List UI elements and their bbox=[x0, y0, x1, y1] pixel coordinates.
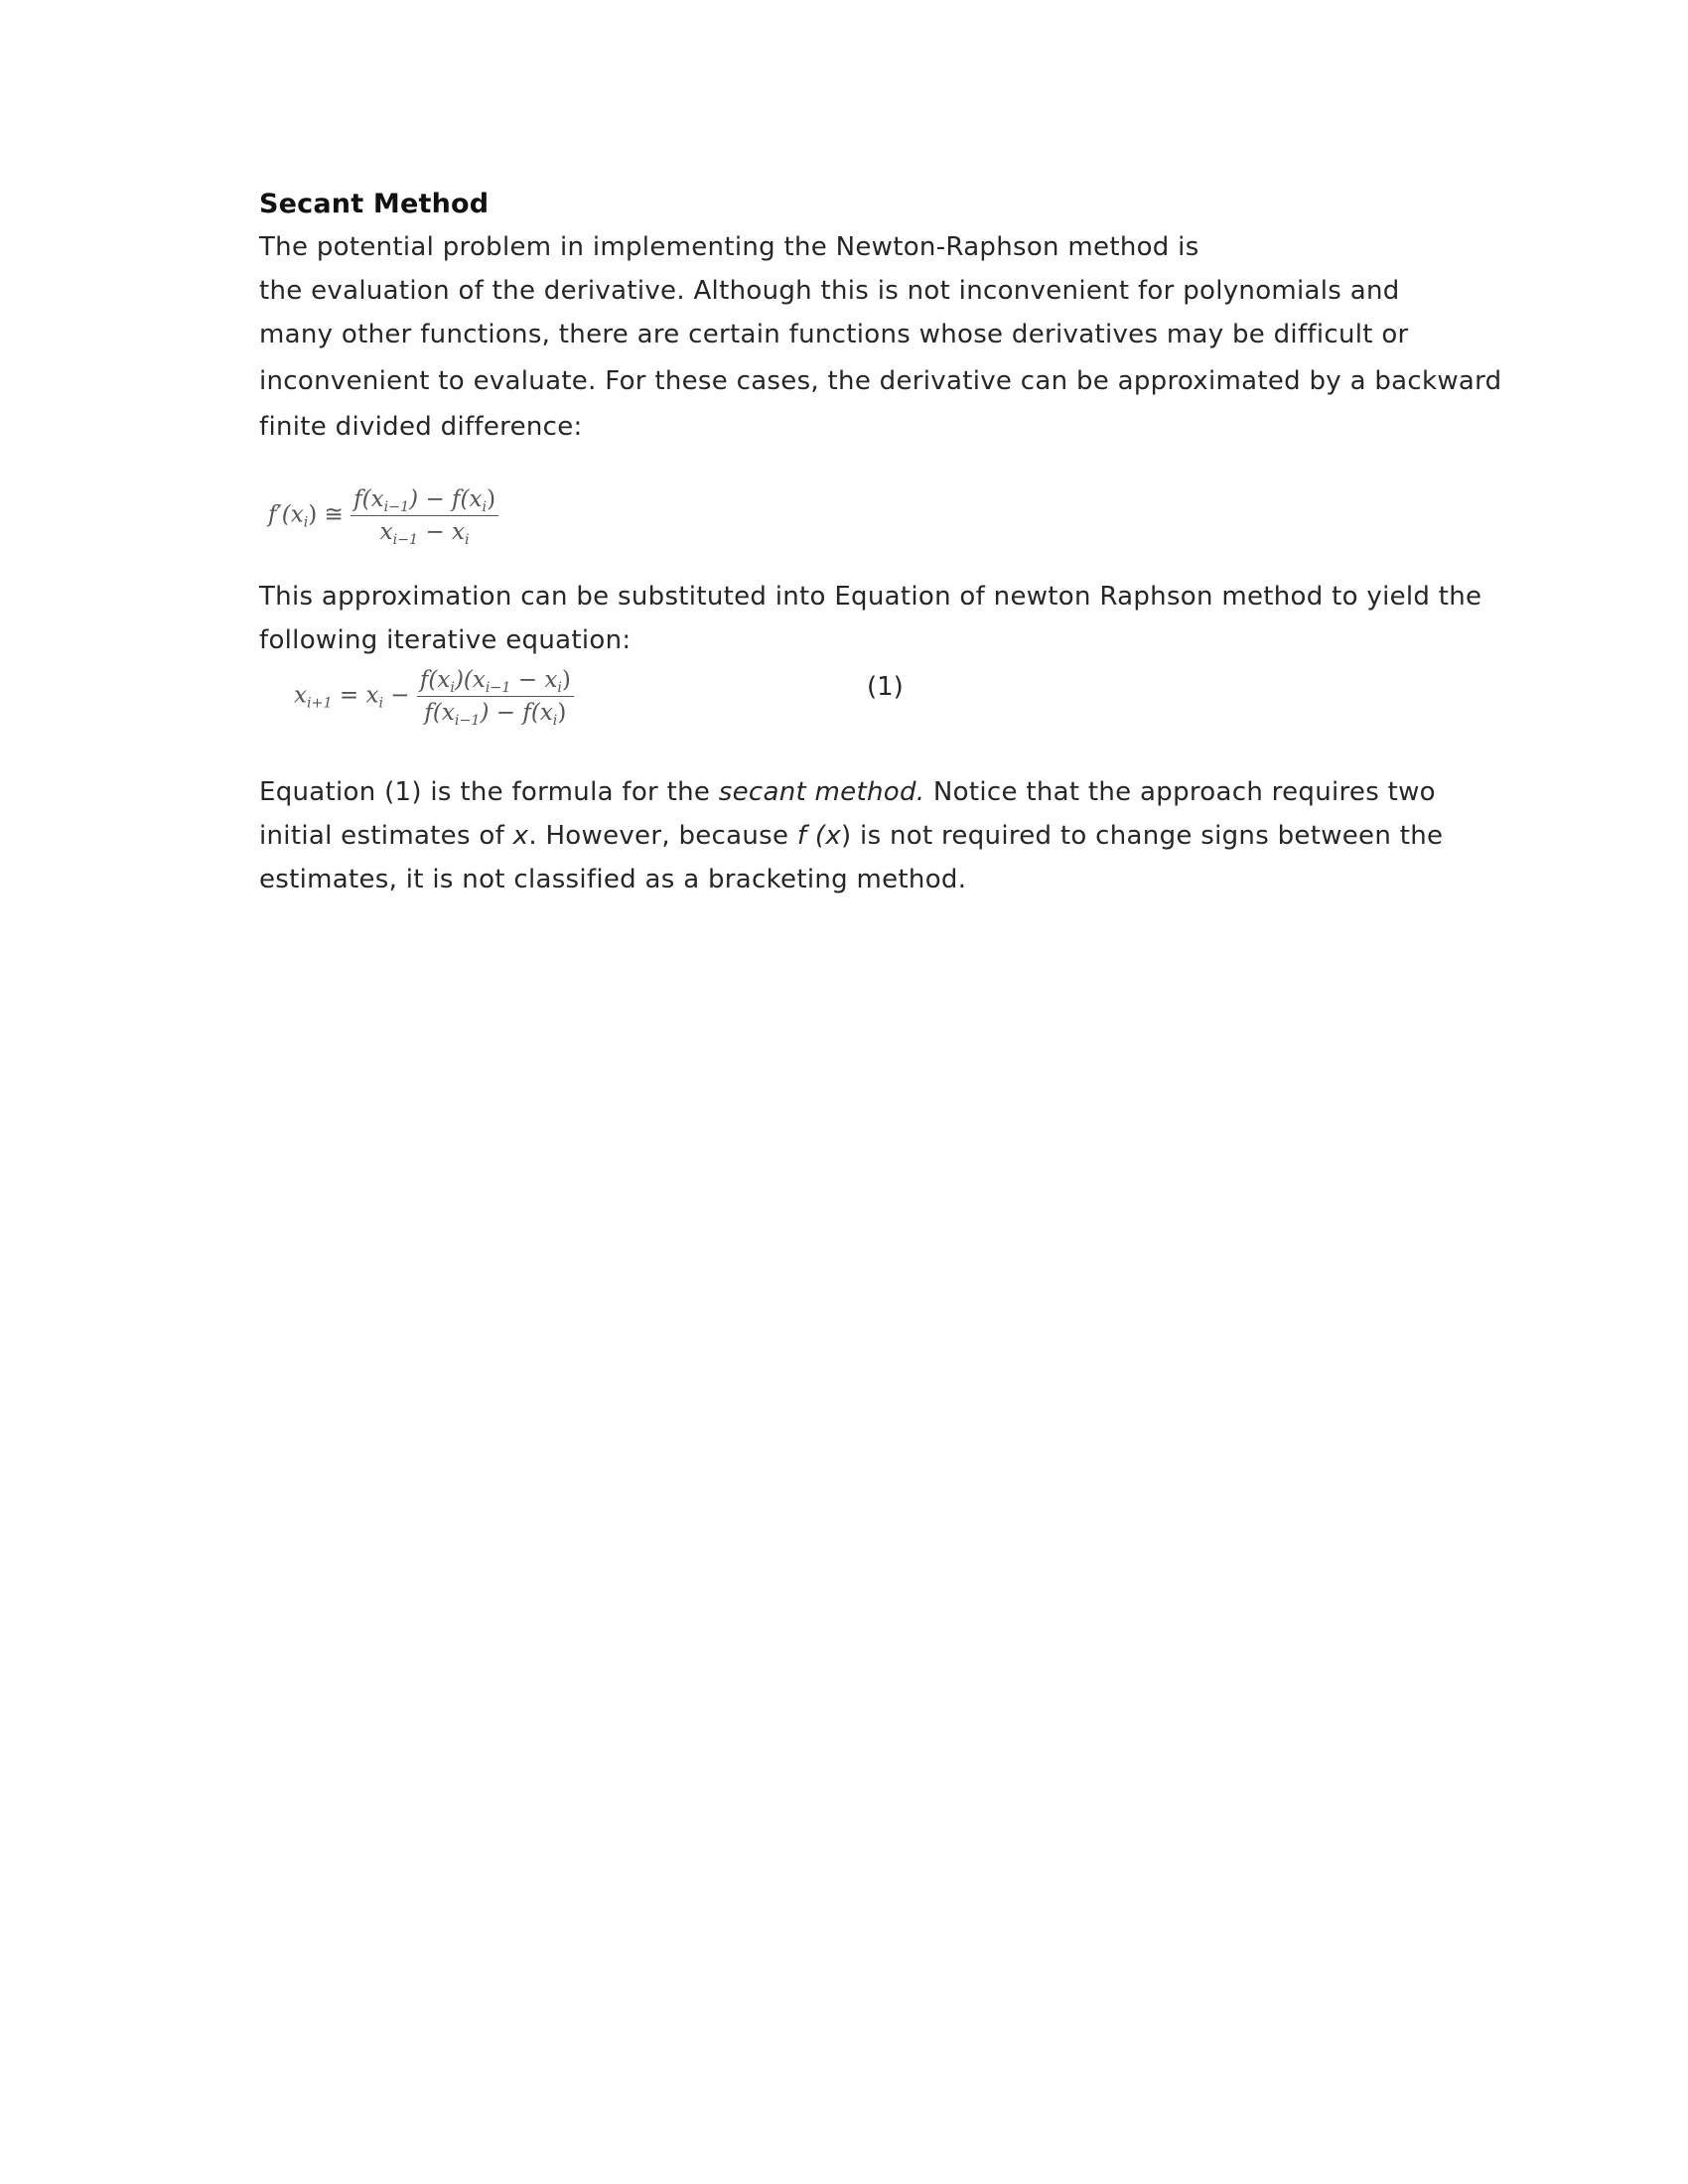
eq1-lhs-sub: i bbox=[303, 514, 309, 531]
eq2-lhs: x bbox=[294, 682, 307, 709]
paragraph-3-line-1 bbox=[259, 777, 1436, 807]
paragraph-3-line-3: estimates, it is not classified as a bracketing method. bbox=[259, 865, 967, 894]
eq1-fraction bbox=[351, 486, 498, 548]
p3-l2-em2: f (x bbox=[796, 821, 842, 851]
eq2-den-a: f(x bbox=[424, 700, 455, 726]
eq1-num-b-sub: i bbox=[482, 498, 488, 515]
eq2-denominator bbox=[417, 697, 574, 729]
eq1-den-b: − x bbox=[418, 519, 466, 545]
eq1-den-b-sub: i bbox=[465, 531, 470, 548]
eq2-den-a-sub: i−1 bbox=[454, 712, 481, 729]
paragraph-2-line-2: following iterative equation: bbox=[259, 625, 632, 655]
p3-l2-a: initial estimates of bbox=[259, 821, 513, 851]
eq1-denominator bbox=[351, 516, 498, 548]
eq2-den-c: ) bbox=[557, 700, 567, 726]
secant-iterative-equation bbox=[294, 667, 574, 729]
eq1-den-a: x bbox=[379, 519, 393, 545]
eq2-den-b-sub: i bbox=[552, 712, 558, 729]
eq1-num-a-sub: i−1 bbox=[383, 498, 410, 515]
eq2-den-b: ) − f(x bbox=[480, 700, 553, 726]
eq2-num-a-sub: i bbox=[450, 679, 455, 696]
eq2-num-b-sub: i−1 bbox=[485, 679, 511, 696]
eq2-minus: − bbox=[383, 682, 410, 709]
p3-l2-c: ) is not required to change signs between the bbox=[841, 821, 1444, 851]
p3-l2-em1: x bbox=[512, 821, 529, 851]
eq1-num-c: ) bbox=[487, 486, 496, 512]
eq2-fraction bbox=[417, 667, 574, 729]
eq2-num-c: − x bbox=[510, 667, 558, 693]
eq2-lhs-sub: i+1 bbox=[306, 695, 333, 712]
eq2-num-a: f(x bbox=[419, 667, 451, 693]
paragraph-1-line-4: inconvenient to evaluate. For these cases, the derivative can be approximated by a backward bbox=[259, 366, 1502, 396]
paragraph-1-line-1: The potential problem in implementing the Newton-Raphson method is bbox=[259, 232, 1199, 262]
p3-l1-b: Notice that the approach requires two bbox=[924, 777, 1436, 807]
paragraph-3-line-2 bbox=[259, 821, 1443, 851]
eq2-numerator bbox=[417, 667, 574, 697]
paragraph-1-line-3: many other functions, there are certain functions whose derivatives may be difficult or bbox=[259, 320, 1409, 349]
eq1-lhs: f′(x bbox=[268, 501, 304, 528]
derivative-approximation-equation bbox=[268, 486, 498, 548]
eq2-num-b: )(x bbox=[454, 667, 486, 693]
eq2-num-d: ) bbox=[561, 667, 571, 693]
paragraph-1-line-5: finite divided difference: bbox=[259, 412, 583, 442]
eq1-den-a-sub: i−1 bbox=[392, 531, 419, 548]
eq2-mid: = x bbox=[332, 682, 379, 709]
equation-number: (1) bbox=[867, 672, 904, 702]
eq2-mid-sub: i bbox=[378, 695, 383, 712]
eq2-num-c-sub: i bbox=[557, 679, 562, 696]
eq1-lhs-close: ) ≅ bbox=[308, 501, 344, 528]
eq1-num-a: f(x bbox=[353, 486, 384, 512]
p3-l1-em: secant method. bbox=[718, 777, 925, 807]
eq1-num-b: ) − f(x bbox=[409, 486, 483, 512]
p3-l2-b: . However, because bbox=[528, 821, 797, 851]
paragraph-1-line-2: the evaluation of the derivative. Although this is not inconvenient for polynomials and bbox=[259, 276, 1400, 306]
section-title: Secant Method bbox=[259, 189, 490, 219]
eq1-numerator bbox=[351, 486, 498, 516]
paragraph-2-line-1: This approximation can be substituted into Equation of newton Raphson method to yield the bbox=[259, 582, 1482, 612]
p3-l1-a: Equation (1) is the formula for the bbox=[259, 777, 719, 807]
